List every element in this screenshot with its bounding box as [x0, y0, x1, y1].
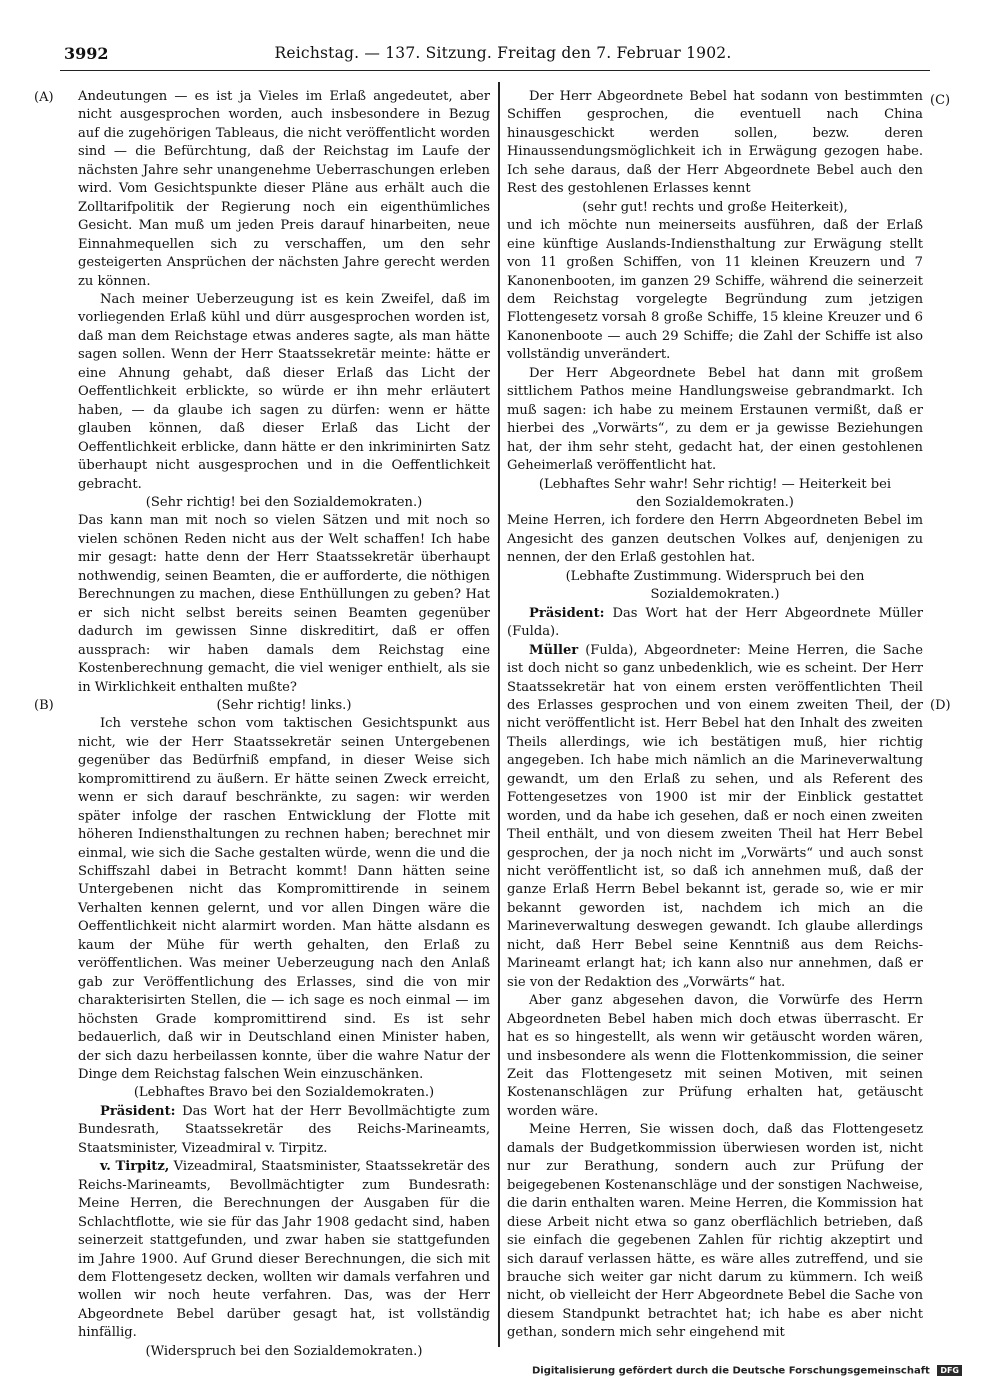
margin-marker-c: (C)	[930, 93, 951, 108]
speech-paragraph	[507, 605, 923, 642]
speech-paragraph	[78, 1103, 490, 1158]
interjection: (Lebhaftes Sehr wahr! Sehr richtig! — Heiterkeit bei den Sozialdemokraten.)	[538, 476, 892, 510]
column-divider	[498, 82, 500, 1347]
margin-marker-d: (D)	[930, 698, 951, 713]
speaker-name: Müller	[529, 642, 579, 658]
dfg-logo: DFG	[937, 1365, 962, 1376]
interjection: (Sehr richtig! links.)	[216, 697, 352, 713]
speech-text: Das Wort hat der Herr Abgeordnete Müller (Fulda).	[507, 605, 923, 640]
margin-marker-b: (B)	[34, 698, 54, 713]
page-number: 3992	[64, 44, 109, 63]
paragraph: Aber ganz abgesehen davon, die Vorwürfe des Herrn Abgeordneten Bebel haben mich doch etwas überrascht. Er hat es so hingestellt, als wenn wir getäuscht worden wären, und insbesondere als wenn die Flottenkommission, die seiner Zeit das Flottengesetz mit seinen Motiven, mit seinen Kostenanschlägen zur Prüfung erhalten hat, getäuscht worden wäre.	[507, 993, 923, 1119]
left-column	[78, 88, 490, 1361]
speaker-name: v. Tirpitz,	[100, 1159, 170, 1175]
paragraph: Nach meiner Ueberzeugung ist es kein Zweifel, daß im vorliegenden Erlaß kühl und dürr ausgesprochen worden ist, daß man dem Reichstage etwas anderes sagte, als man hätte sagen sollen. Wenn der Herr Staatssekretär meinte: hätte er eine Ahnung gehabt, daß dieser Erlaß das Licht der Oeffentlichkeit erblickte, so würde er ihn mehr erläutert haben, — da glaube ich sagen zu dürfen: wenn er hätte glauben können, daß dieser Erlaß das Licht der Oeffentlichkeit erblicke, dann hätte er den inkriminirten Satz überhaupt nicht ausgesprochen und in die Oeffentlichkeit gebracht.	[78, 291, 490, 492]
speech-text: Das Wort hat der Herr Bevollmächtigte zum Bundesrath, Staatssekretär des Reichs-Marineamts, Staatsminister, Vizeadmiral v. Tirpitz.	[78, 1103, 490, 1156]
speaker-name: Präsident:	[529, 605, 605, 621]
footer-text: Digitalisierung gefördert durch die Deutsche Forschungsgemeinschaft	[531, 1365, 930, 1377]
page-title: Reichstag. — 137. Sitzung. Freitag den 7. Februar 1902.	[274, 44, 732, 62]
speech-paragraph	[78, 1158, 490, 1343]
paragraph: Das kann man mit noch so vielen Sätzen und mit noch so vielen schönen Reden nicht aus der Welt schaffen! Ich habe mir gesagt: hatte denn der Herr Staatssekretär überhaupt nothwendig, seinen Beamten, die er aufforderte, die nöthigen Berechnungen zu machen, diese Enthüllungen zu geben? Hat er sich nicht selbst bereits seinen Beamten gegenüber dadurch im gewissen Sinne diskreditirt, daß er offen aussprach: wir haben damals dem Reichstag eine Kostenberechnung gemacht, die viel weniger enthielt, als sie in Wirklichkeit enthalten mußte?	[78, 513, 490, 695]
speaker-name: Präsident:	[100, 1103, 176, 1119]
speech-text: (Fulda), Abgeordneter: Meine Herren, die Sache ist doch nicht so ganz unbedenklich, wie es scheint. Der Herr Staatssekretär hat von einem ersten veröffentlichten Theil des Erlasses gesprochen und von einem zweiten Theil, der nicht veröffentlicht ist. Herr Bebel hat den Inhalt des zweiten Theils allerdings, wie ich bestätigen muß, hier richtig angegeben. Ich habe mich nämlich an die Marineverwaltung gewandt, um den Erlaß zu sehen, und als Referent des Fottengesetzes von 1900 ist mir der Einblick gestattet worden, und da habe ich gesehen, daß er noch einen zweiten Theil enthält, und von diesem zweiten Theil hat Herr Bebel gesprochen, der ja noch nicht im „Vorwärts“ und auch sonst nicht veröffentlicht ist, so daß ich annehmen muß, daß der ganze Erlaß Herrn Bebel bekannt ist, gerade so, wie er mir bekannt geworden ist, nachdem ich mich an die Marineverwaltung deswegen gewandt. Ich glaube allerdings nicht, daß Herr Bebel seine Kenntniß aus dem Reichs-Marineamt erlangt hat; ich kann also nur annehmen, daß er sie von der Redaktion des „Vorwärts“ hat.	[507, 642, 923, 990]
header-rule	[60, 70, 930, 71]
paragraph: Der Herr Abgeordnete Bebel hat sodann von bestimmten Schiffen gesprochen, die eventuell nach China hinausgeschickt werden sollen, bezw. deren Hinaussendungsmöglichkeit ich in Erwägung gezogen habe. Ich sehe daraus, daß der Herr Abgeordnete Bebel auch den Rest des gestohlenen Erlasses kennt	[507, 89, 923, 197]
paragraph: Andeutungen — es ist ja Vieles im Erlaß angedeutet, aber nicht ausgesprochen worden, auch insbesondere in Bezug auf die zugehörigen Tableaus, die nicht veröffentlicht worden sind — die Befürchtung, daß der Reichstag im Laufe der nächsten Jahre sehr unangenehme Ueberraschungen erleben wird. Vom Gesichtspunkte dieser Pläne aus erhält auch die Zolltarifpolitik der Regierung noch ein eigenthümliches Gesicht. Man muß um jeden Preis darauf hinarbeiten, neue Einnahmequellen sich zu verschaffen, um den sehr gesteigerten Ansprüchen der nächsten Jahre gerecht werden zu können.	[78, 89, 490, 289]
paragraph: Meine Herren, ich fordere den Herrn Abgeordneten Bebel im Angesicht des ganzen deutschen Volkes auf, denjenigen zu nennen, der den Erlaß gestohlen hat.	[507, 513, 923, 566]
interjection: (Widerspruch bei den Sozialdemokraten.)	[145, 1343, 423, 1359]
paragraph: Ich verstehe schon vom taktischen Gesichtspunkt aus nicht, wie der Herr Staatssekretär seinen Untergebenen gegenüber das Bedürfniß empfand, in dieser Weise sich kompromittirend zu äußern. Er hätte seinen Zweck erreicht, wenn er sich darauf beschränkte, zu sagen: wir werden später infolge der raschen Entwicklung der Flotte mit höheren Indiensthaltungen zu rechnen haben; berechnet mir einmal, wie sich die Sache gestalten würde, wenn die und die Schiffszahl dabei in Betracht kommt! Dann hätten seine Untergebenen nicht das Kompromittirende in seinem Verhalten kennen gelernt, und vor allen Dingen wäre die Oeffentlichkeit nicht alarmirt worden. Man hätte alsdann es kaum der Mühe für werth gehalten, den Erlaß zu veröffentlichen. Was meiner Ueberzeugung nach den Anlaß gab zur Veröffentlichung des Erlasses, sind die von mir charakterisirten Stellen, die — ich sage es noch einmal — im höchsten Grade kompromittirend sind. Es ist sehr bedauerlich, daß wir in Deutschland einen Minister haben, der sich dazu herbeilassen konnte, über die wahre Natur der Dinge dem Reichstag falschen Wein einzuschänken.	[78, 716, 490, 1083]
speech-paragraph	[507, 642, 923, 993]
paragraph: und ich möchte nun meinerseits ausführen, daß der Erlaß eine künftige Auslands-Indiensthaltung zur Erwägung stellt von 11 großen Schiffen, von 11 kleinen Kreuzern und 7 Kanonenbooten, im ganzen 29 Schiffe, während die seinerzeit dem Reichstag vorgelegte Begründung zum jetzigen Flottengesetz vorsah 8 große Schiffe, 15 kleine Kreuzer und 6 Kanonenboote — auch 29 Schiffe; die Zahl der Schiffe ist also vollständig unverändert.	[507, 218, 923, 363]
paragraph: Meine Herren, Sie wissen doch, daß das Flottengesetz damals der Budgetkommission überwiesen worden ist, nicht nur zur Berathung, sondern auch zur Prüfung der beigegebenen Kostenanschläge und der sonstigen Nachweise, die darin enthalten waren. Meine Herren, die Kommission hat diese Arbeit nicht etwa so ganz oberflächlich betrieben, daß sie einfach die gegebenen Zahlen für richtig akzeptirt und sich darauf verlassen hätte, es wäre alles zutreffend, und sie brauche sich weiter gar nicht darum zu kümmern. Ich weiß nicht, ob vielleicht der Herr Abgeordnete Bebel die Sache von diesem Standpunkt betrachtet hat; ich habe es aber nicht gethan, sondern mich sehr eingehend mit	[507, 1122, 923, 1341]
interjection: (Lebhafte Zustimmung. Widerspruch bei den Sozialdemokraten.)	[565, 568, 865, 603]
margin-marker-a: (A)	[34, 90, 54, 105]
page-header	[64, 44, 932, 70]
right-column	[507, 88, 923, 1343]
interjection: (Lebhaftes Bravo bei den Sozialdemokraten.)	[133, 1085, 435, 1101]
interjection: (sehr gut! rechts und große Heiterkeit),	[582, 199, 848, 215]
paragraph: Der Herr Abgeordnete Bebel hat dann mit großem sittlichem Pathos meine Handlungsweise gebrandmarkt. Ich muß sagen: ich habe zu meinem Erstaunen vermißt, daß er hierbei des „Vorwärts“, zu dem er ja gewisse Beziehungen hat, der ihm sehr steht, gedacht hat, der einen gestohlenen Geheimerlaß veröffentlicht hat.	[507, 365, 923, 474]
speech-text: Vizeadmiral, Staatsminister, Staatssekretär des Reichs-Marineamts, Bevollmächtigter zum Bundesrath: Meine Herren, die Berechnungen der Ausgaben für die Schlachtflotte, wie sie für das Jahr 1908 gedacht sind, haben seinerzeit stattgefunden, und zwar haben sie stattgefunden im Jahre 1900. Auf Grund dieser Berechnungen, die sich mit dem Flottengesetz decken, wollten wir damals verfahren und wollen wir noch heute verfahren. Das, was der Herr Abgeordnete Bebel darüber gesagt hat, ist vollständig hinfällig.	[78, 1159, 490, 1341]
interjection: (Sehr richtig! bei den Sozialdemokraten.)	[145, 494, 423, 510]
funding-footer	[532, 1365, 962, 1377]
